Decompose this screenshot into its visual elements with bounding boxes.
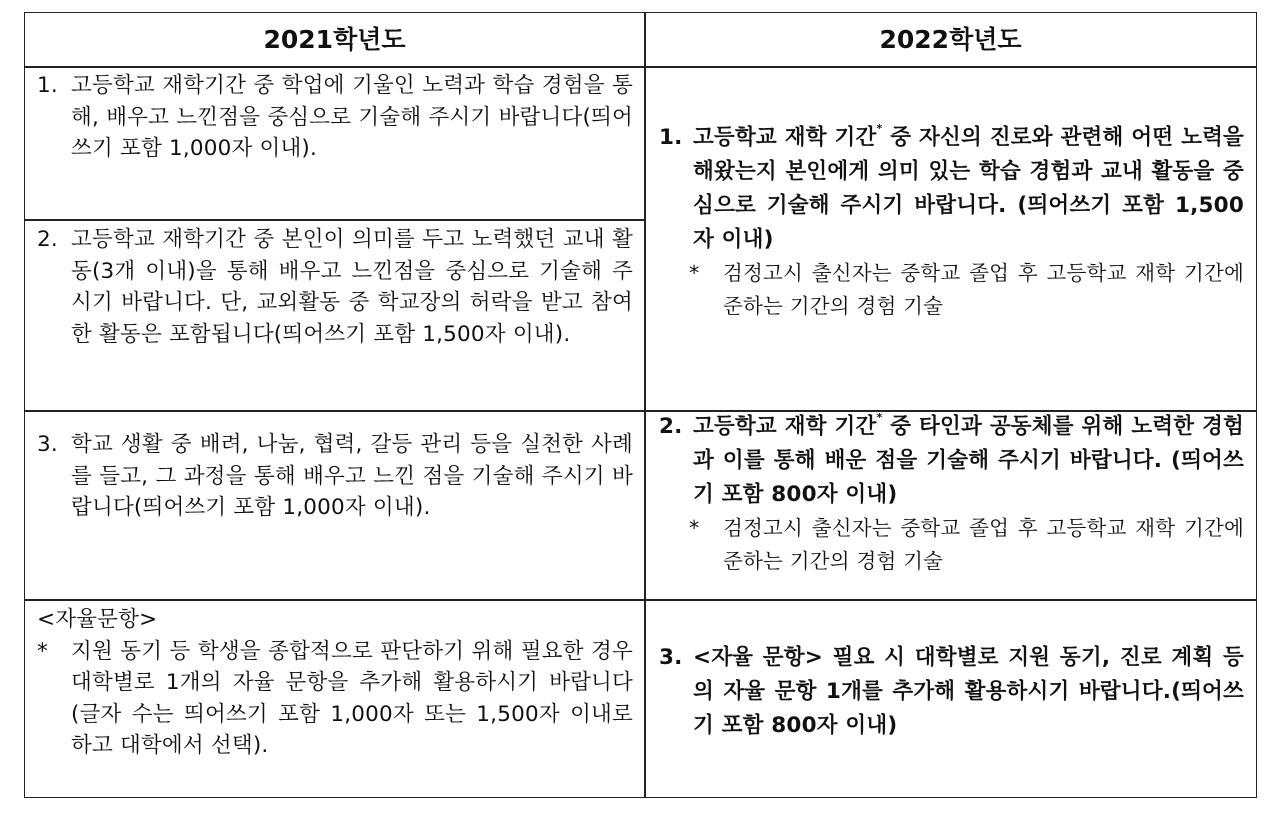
column-divider [644,13,646,797]
footnote-text: 검정고시 출신자는 중학교 졸업 후 고등학교 재학 기간에 준하는 기간의 경험 기술 [723,516,1244,573]
header-2022: 2022학년도 [879,25,1022,54]
left-row-divider-1 [25,219,644,221]
question-text: 고등학교 재학기간 중 학업에 기울인 노력과 학습 경험을 통해, 배우고 느낀점을 중심으로 기술해 주시기 바랍니다(띄어쓰기 포함 1,000자 이내). [71,73,633,161]
question-text-a: 고등학교 재학 기간 [693,125,877,150]
question-number: 2. [37,227,58,252]
footnote-mark: * [876,411,883,424]
footnote-text: 검정고시 출신자는 중학교 졸업 후 고등학교 재학 기간에 준하는 기간의 경험 기술 [723,261,1244,318]
comparison-table [24,12,1257,798]
asterisk-mark: * [689,516,700,540]
question-text: 고등학교 재학기간 중 본인이 의미를 두고 노력했던 교내 활동(3개 이내)을 통해 배우고 느낀점을 중심으로 기술해 주시기 바랍니다. 단, 교외활동 중 학교장의 허락을 받고 참여한 활동은 포함됩니다(띄어쓰기 포함 1,500자 이내). [71,227,633,347]
question-text: <자율 문항> 필요 시 대학별로 지원 동기, 진로 계획 등의 자율 문항 1개를 추가해 활용하시기 바랍니다.(띄어쓰기 포함 800자 이내) [693,645,1244,738]
question-number: 3. [659,645,683,670]
header-divider [25,66,1256,68]
asterisk-mark: * [689,261,700,285]
question-2021-3 [37,429,633,524]
question-text-a: 고등학교 재학 기간 [693,414,877,439]
question-2021-2 [37,224,633,350]
header-2021: 2021학년도 [263,25,406,54]
question-text-b: 중 자신의 진로와 관련해 어떤 노력을 해왔는지 본인에게 의미 있는 학습 경험과 교내 활동을 중심으로 기술해 주시기 바랍니다. (띄어쓰기 포함 1,500자 이내) [693,125,1245,252]
question-2021-1 [37,70,633,165]
question-number: 3. [37,432,58,457]
footnote-mark: * [876,122,883,135]
question-text: 학교 생활 중 배려, 나눔, 협력, 갈등 관리 등을 실천한 사례를 들고, 그 과정을 통해 배우고 느낀 점을 기술해 주시기 바랍니다(띄어쓰기 포함 1,000자 이내). [71,432,633,520]
row-divider-3 [25,599,1256,601]
optional-title: <자율문항> [37,607,158,632]
optional-text: 지원 동기 등 학생을 종합적으로 판단하기 위해 필요한 경우 대학별로 1개의 자율 문항을 추가해 활용하시기 바랍니다(글자 수는 띄어쓰기 포함 1,000자 또는 1,500자 이내로 하고 대학에서 선택). [71,638,633,758]
optional-question-2021 [37,604,633,762]
question-number: 1. [659,125,683,150]
question-2022-3 [659,641,1244,743]
asterisk-mark: * [37,638,48,664]
question-2022-1 [659,121,1244,323]
question-2022-2 [659,410,1244,578]
question-number: 1. [37,73,58,98]
question-number: 2. [659,414,683,439]
question-text-b: 중 타인과 공동체를 위해 노력한 경험과 이를 통해 배운 점을 기술해 주시기 바랍니다. (띄어쓰기 포함 800자 이내) [693,414,1245,507]
